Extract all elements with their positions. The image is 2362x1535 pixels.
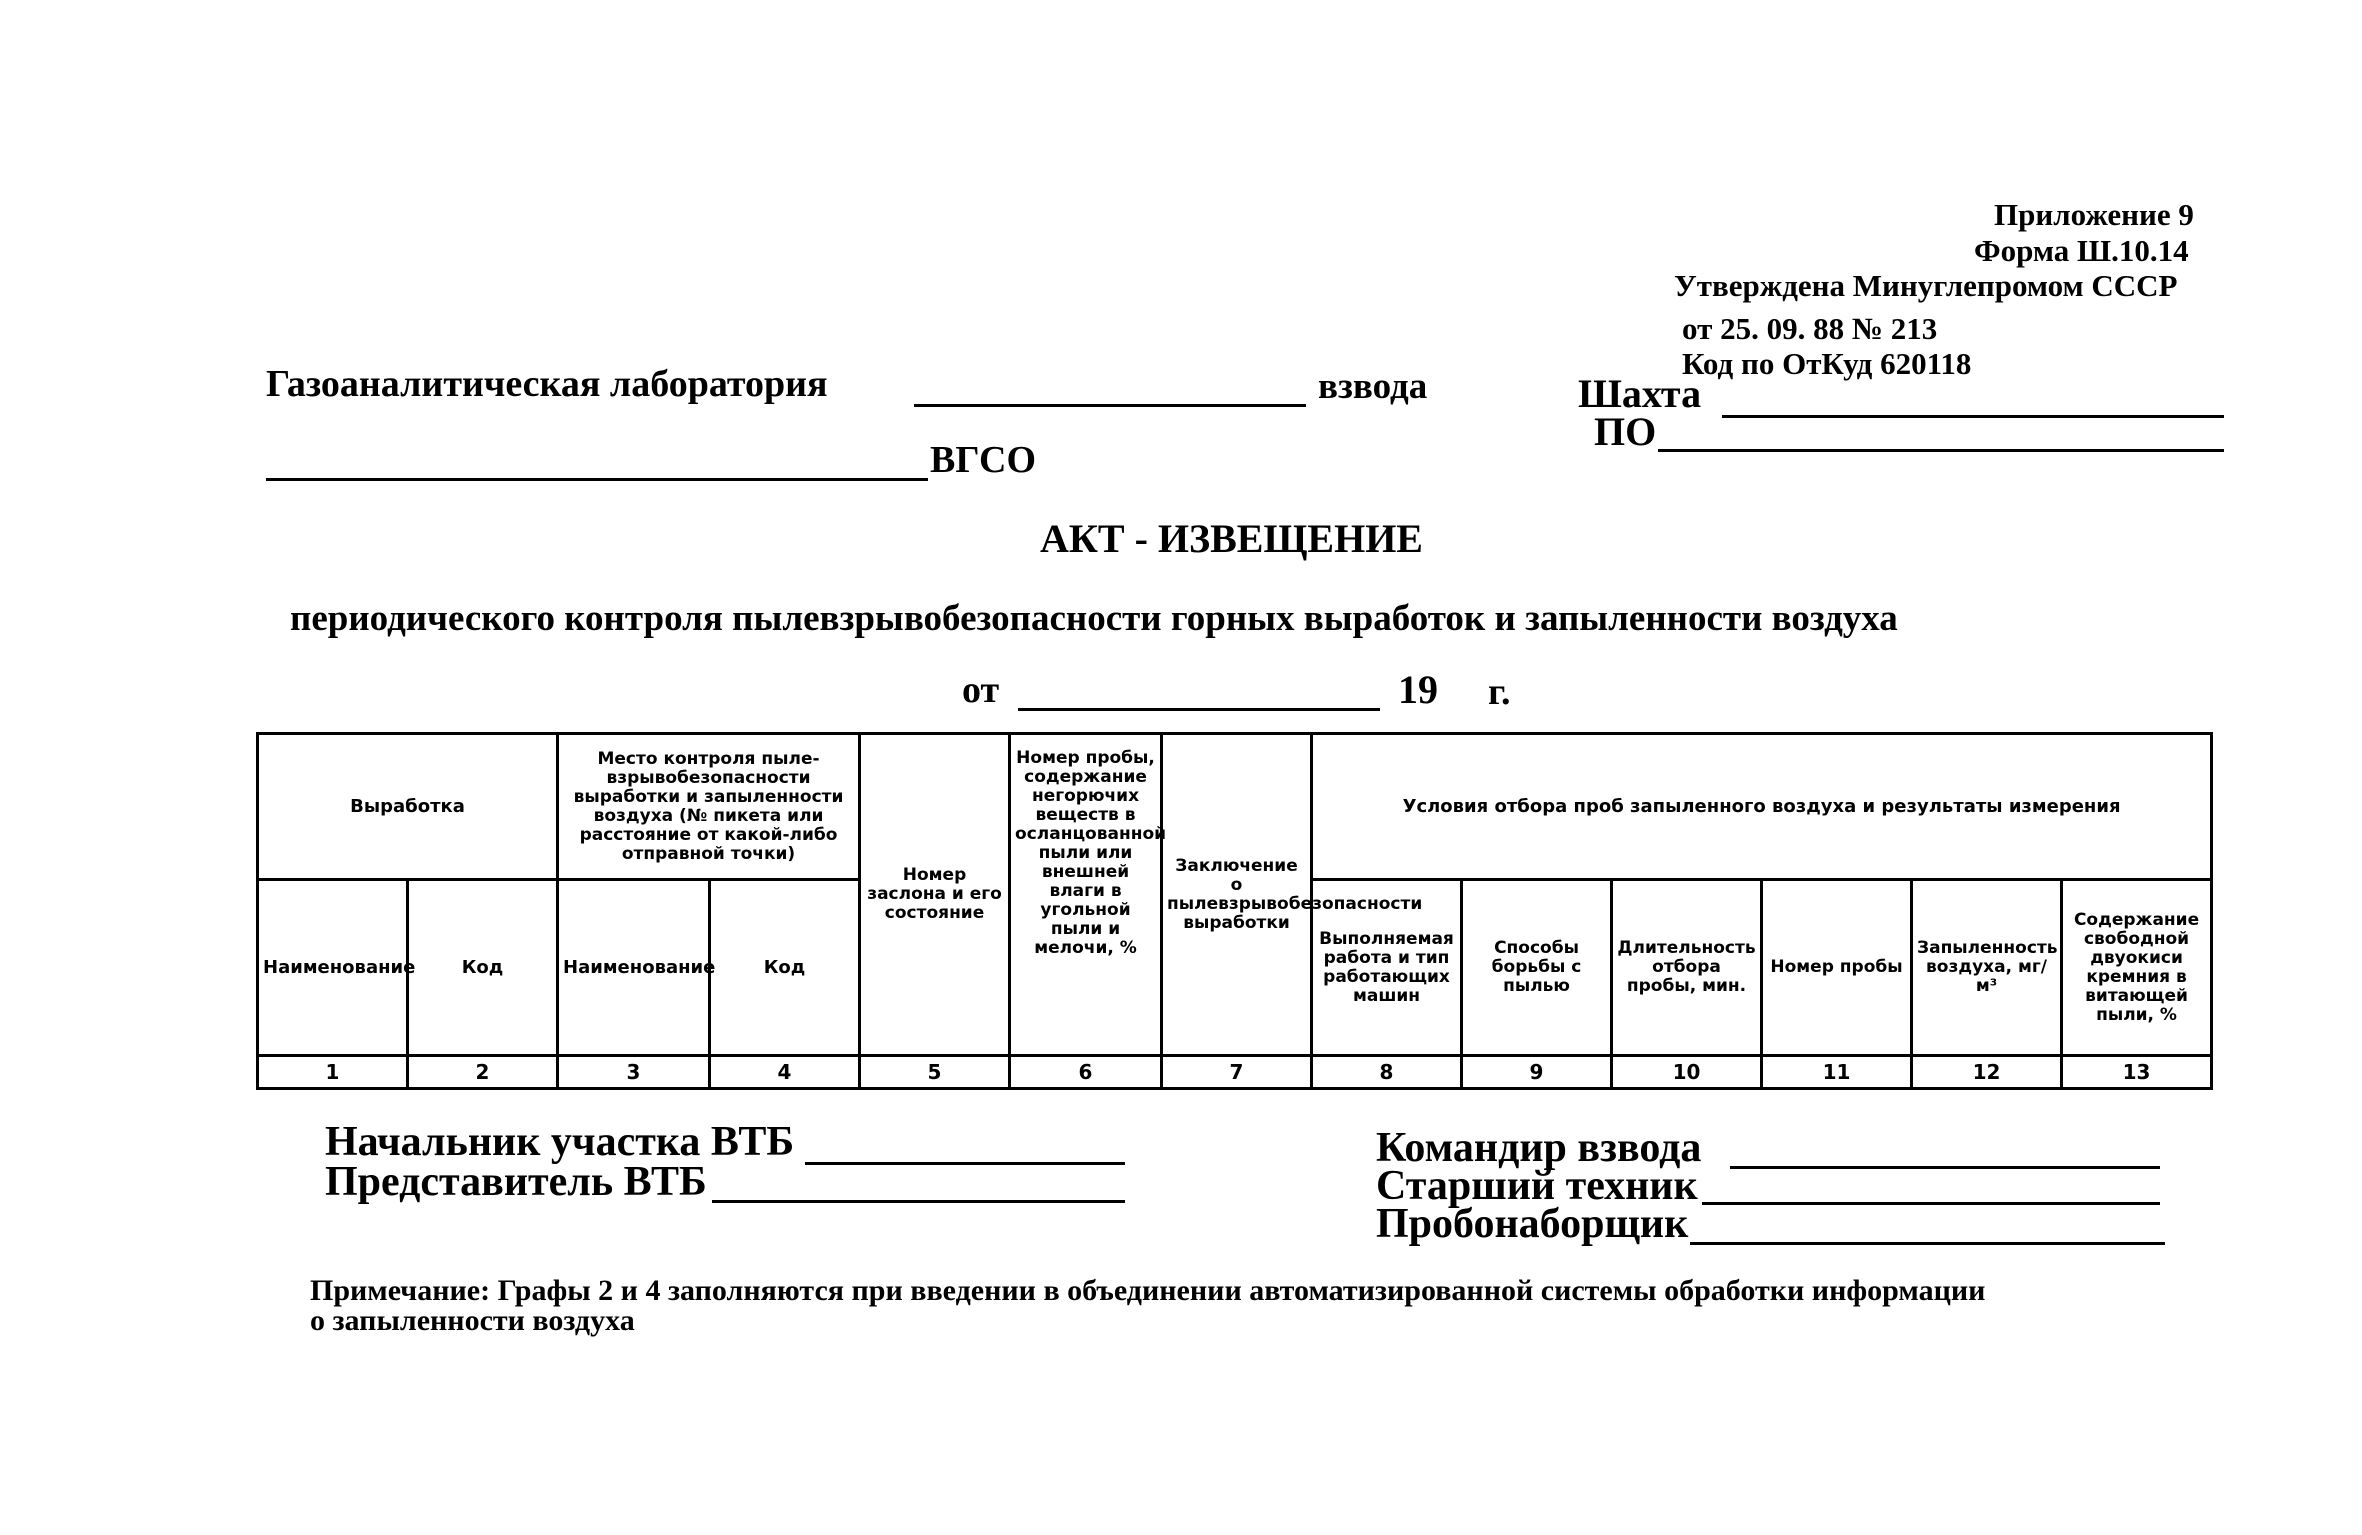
column-number: 5 [860, 1056, 1010, 1089]
subheader-silica-content: Содержание свободной двуокиси кремния в витающей пыли, % [2062, 880, 2212, 1056]
subheader-working-code: Код [408, 880, 558, 1056]
form-number: Форма Ш.10.14 [1974, 233, 2189, 268]
header-sampling-conditions: Условия отбора проб запыленного воздуха и результаты измерения [1312, 734, 2212, 880]
subheader-dust-methods: Способы борьбы с пылью [1462, 880, 1612, 1056]
vtb-rep-field[interactable] [712, 1200, 1125, 1203]
vgso-label: ВГСО [930, 439, 1037, 481]
year-label: 19 [1398, 667, 1438, 712]
section-chief-field[interactable] [805, 1162, 1125, 1165]
mine-label: Шахта [1578, 371, 1702, 416]
column-number: 10 [1612, 1056, 1762, 1089]
column-number: 4 [710, 1056, 860, 1089]
sampler-field[interactable] [1690, 1242, 2165, 1245]
column-number: 2 [408, 1056, 558, 1089]
subheader-place-name: Наименование [558, 880, 710, 1056]
lab-label: Газоаналитическая лаборатория [266, 363, 828, 405]
po-label: ПО [1594, 409, 1657, 454]
senior-tech-label: Старший техник [1376, 1163, 1698, 1209]
subheader-duration: Длительность отбора пробы, мин. [1612, 880, 1762, 1056]
mine-field[interactable] [1722, 415, 2224, 418]
column-number: 7 [1162, 1056, 1312, 1089]
senior-tech-field[interactable] [1702, 1202, 2160, 1205]
appendix-label: Приложение 9 [1994, 197, 2194, 232]
platoon-commander-field[interactable] [1730, 1166, 2160, 1169]
subheader-work-machines: Выполняемая работа и тип работающих машин [1312, 880, 1462, 1056]
po-field[interactable] [1658, 449, 2224, 452]
approved-by: Утверждена Минуглепромом СССР [1674, 268, 2178, 303]
sampler-label: Пробонаборщик [1376, 1201, 1689, 1247]
document-title: АКТ - ИЗВЕЩЕНИЕ [1040, 516, 1423, 561]
vtb-rep-label: Представитель ВТБ [325, 1159, 707, 1205]
document-subtitle: периодического контроля пылевзрывобезопасности горных выработок и запыленности воздуха [290, 598, 1898, 639]
header-conclusion: Заключение о пылевзрывобезопасности выработки [1162, 734, 1312, 1056]
header-barrier-number: Номер заслона и его состояние [860, 734, 1010, 1056]
okud-code: Код по ОтКуд 620118 [1682, 346, 1972, 381]
note-line-1: Примечание: Графы 2 и 4 заполняются при введении в объединении автоматизированной системы обработки информации [310, 1274, 1986, 1307]
subheader-sample-number: Номер пробы [1762, 880, 1912, 1056]
header-workings: Выработка [258, 734, 558, 880]
header-sample-content: Номер пробы, содержание негорючих веществ в осланцованной пыли или внешней влаги в угольной пыли и мелочи, % [1010, 734, 1162, 1056]
note-line-2: о запыленности воздуха [310, 1304, 635, 1337]
section-chief-label: Начальник участка ВТБ [325, 1119, 795, 1165]
column-number: 12 [1912, 1056, 2062, 1089]
column-number: 11 [1762, 1056, 1912, 1089]
vgso-field[interactable] [266, 478, 928, 481]
platoon-label: взвода [1318, 366, 1428, 407]
column-number: 13 [2062, 1056, 2212, 1089]
column-number: 9 [1462, 1056, 1612, 1089]
column-number: 3 [558, 1056, 710, 1089]
date-field[interactable] [1018, 708, 1380, 711]
subheader-place-code: Код [710, 880, 860, 1056]
subheader-dust-level: Запыленность воздуха, мг/м³ [1912, 880, 2062, 1056]
subheader-working-name: Наименование [258, 880, 408, 1056]
column-number: 6 [1010, 1056, 1162, 1089]
column-number: 8 [1312, 1056, 1462, 1089]
lab-name-field[interactable] [914, 404, 1306, 407]
year-suffix: г. [1488, 671, 1511, 713]
platoon-commander-label: Командир взвода [1376, 1125, 1702, 1171]
measurement-table [256, 732, 2213, 1090]
column-number: 1 [258, 1056, 408, 1089]
approval-date: от 25. 09. 88 № 213 [1682, 311, 1938, 346]
date-prefix: от [962, 669, 1000, 711]
header-control-place: Место контроля пыле-взрывобезопасности выработки и запыленности воздуха (№ пикета или расстояние от какой-либо отправной точки) [558, 734, 860, 880]
